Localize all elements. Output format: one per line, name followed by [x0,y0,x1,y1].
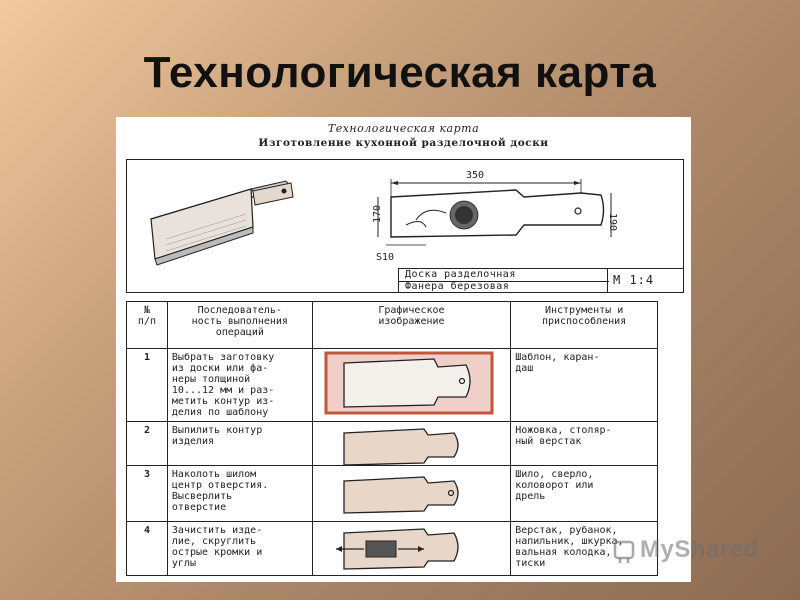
title-block-scale: М 1:4 [613,273,655,287]
row-number: 4 [127,522,168,576]
board-blank-graphic [314,351,502,417]
row-number: 3 [127,466,168,522]
table-row [127,422,658,466]
document-heading: Технологическая карта [327,122,480,135]
board-dimension-drawing [366,165,656,275]
dim-height-left: 170 [372,204,383,223]
row-number: 1 [127,349,168,422]
board-drilled-graphic [314,467,502,521]
row-graphic [312,422,511,466]
title-block-name: Доска разделочная [399,269,609,282]
row-tools: Ножовка, столяр- ный верстак [511,422,658,466]
row-operation: Выпилить контур изделия [167,422,312,466]
title-block-material: Фанера березовая [405,281,510,292]
title-block [398,268,684,293]
row-tools: Шило, сверло, коловорот или дрель [511,466,658,522]
row-tools: Шаблон, каран- даш [511,349,658,422]
header-operations: Последователь- ность выполнения операций [167,302,312,349]
row-operation: Выбрать заготовку из доски или фа- неры толщиной 10...12 мм и раз- метить контур из- делия по шаблону [167,349,312,422]
row-graphic [312,349,511,422]
table-row [127,349,658,422]
board-finished-graphic [314,523,502,575]
table-row [127,466,658,522]
dim-height-right: 190 [607,213,618,232]
row-operation: Наколоть шилом центр отверстия. Высверлить отверстие [167,466,312,522]
row-graphic [312,522,511,576]
header-tools: Инструменты и приспособления [511,302,658,349]
table-header-row [127,302,658,349]
watermark-icon [612,538,638,564]
document-subheading: Изготовление кухонной разделочной доски [258,137,549,149]
table-row [127,522,658,576]
operations-table [126,301,658,576]
row-number: 2 [127,422,168,466]
watermark-text: MyShared [640,536,759,563]
row-graphic [312,466,511,522]
board-isometric-drawing [141,169,321,279]
technological-card-document [116,117,691,582]
slide-title: Технологическая карта [143,48,657,97]
dim-hole: S10 [376,252,395,263]
title-block-divider [607,269,608,292]
header-number: № п/п [127,302,168,349]
header-graphic: Графическое изображение [312,302,511,349]
board-sawn-graphic [314,423,502,467]
row-tools: Верстак, рубанок, напильник, шкурка, вальная колодка, тиски [511,522,658,576]
dim-length: 350 [466,170,485,181]
row-operation: Зачистить изде- лие, скруглить острые кромки и углы [167,522,312,576]
